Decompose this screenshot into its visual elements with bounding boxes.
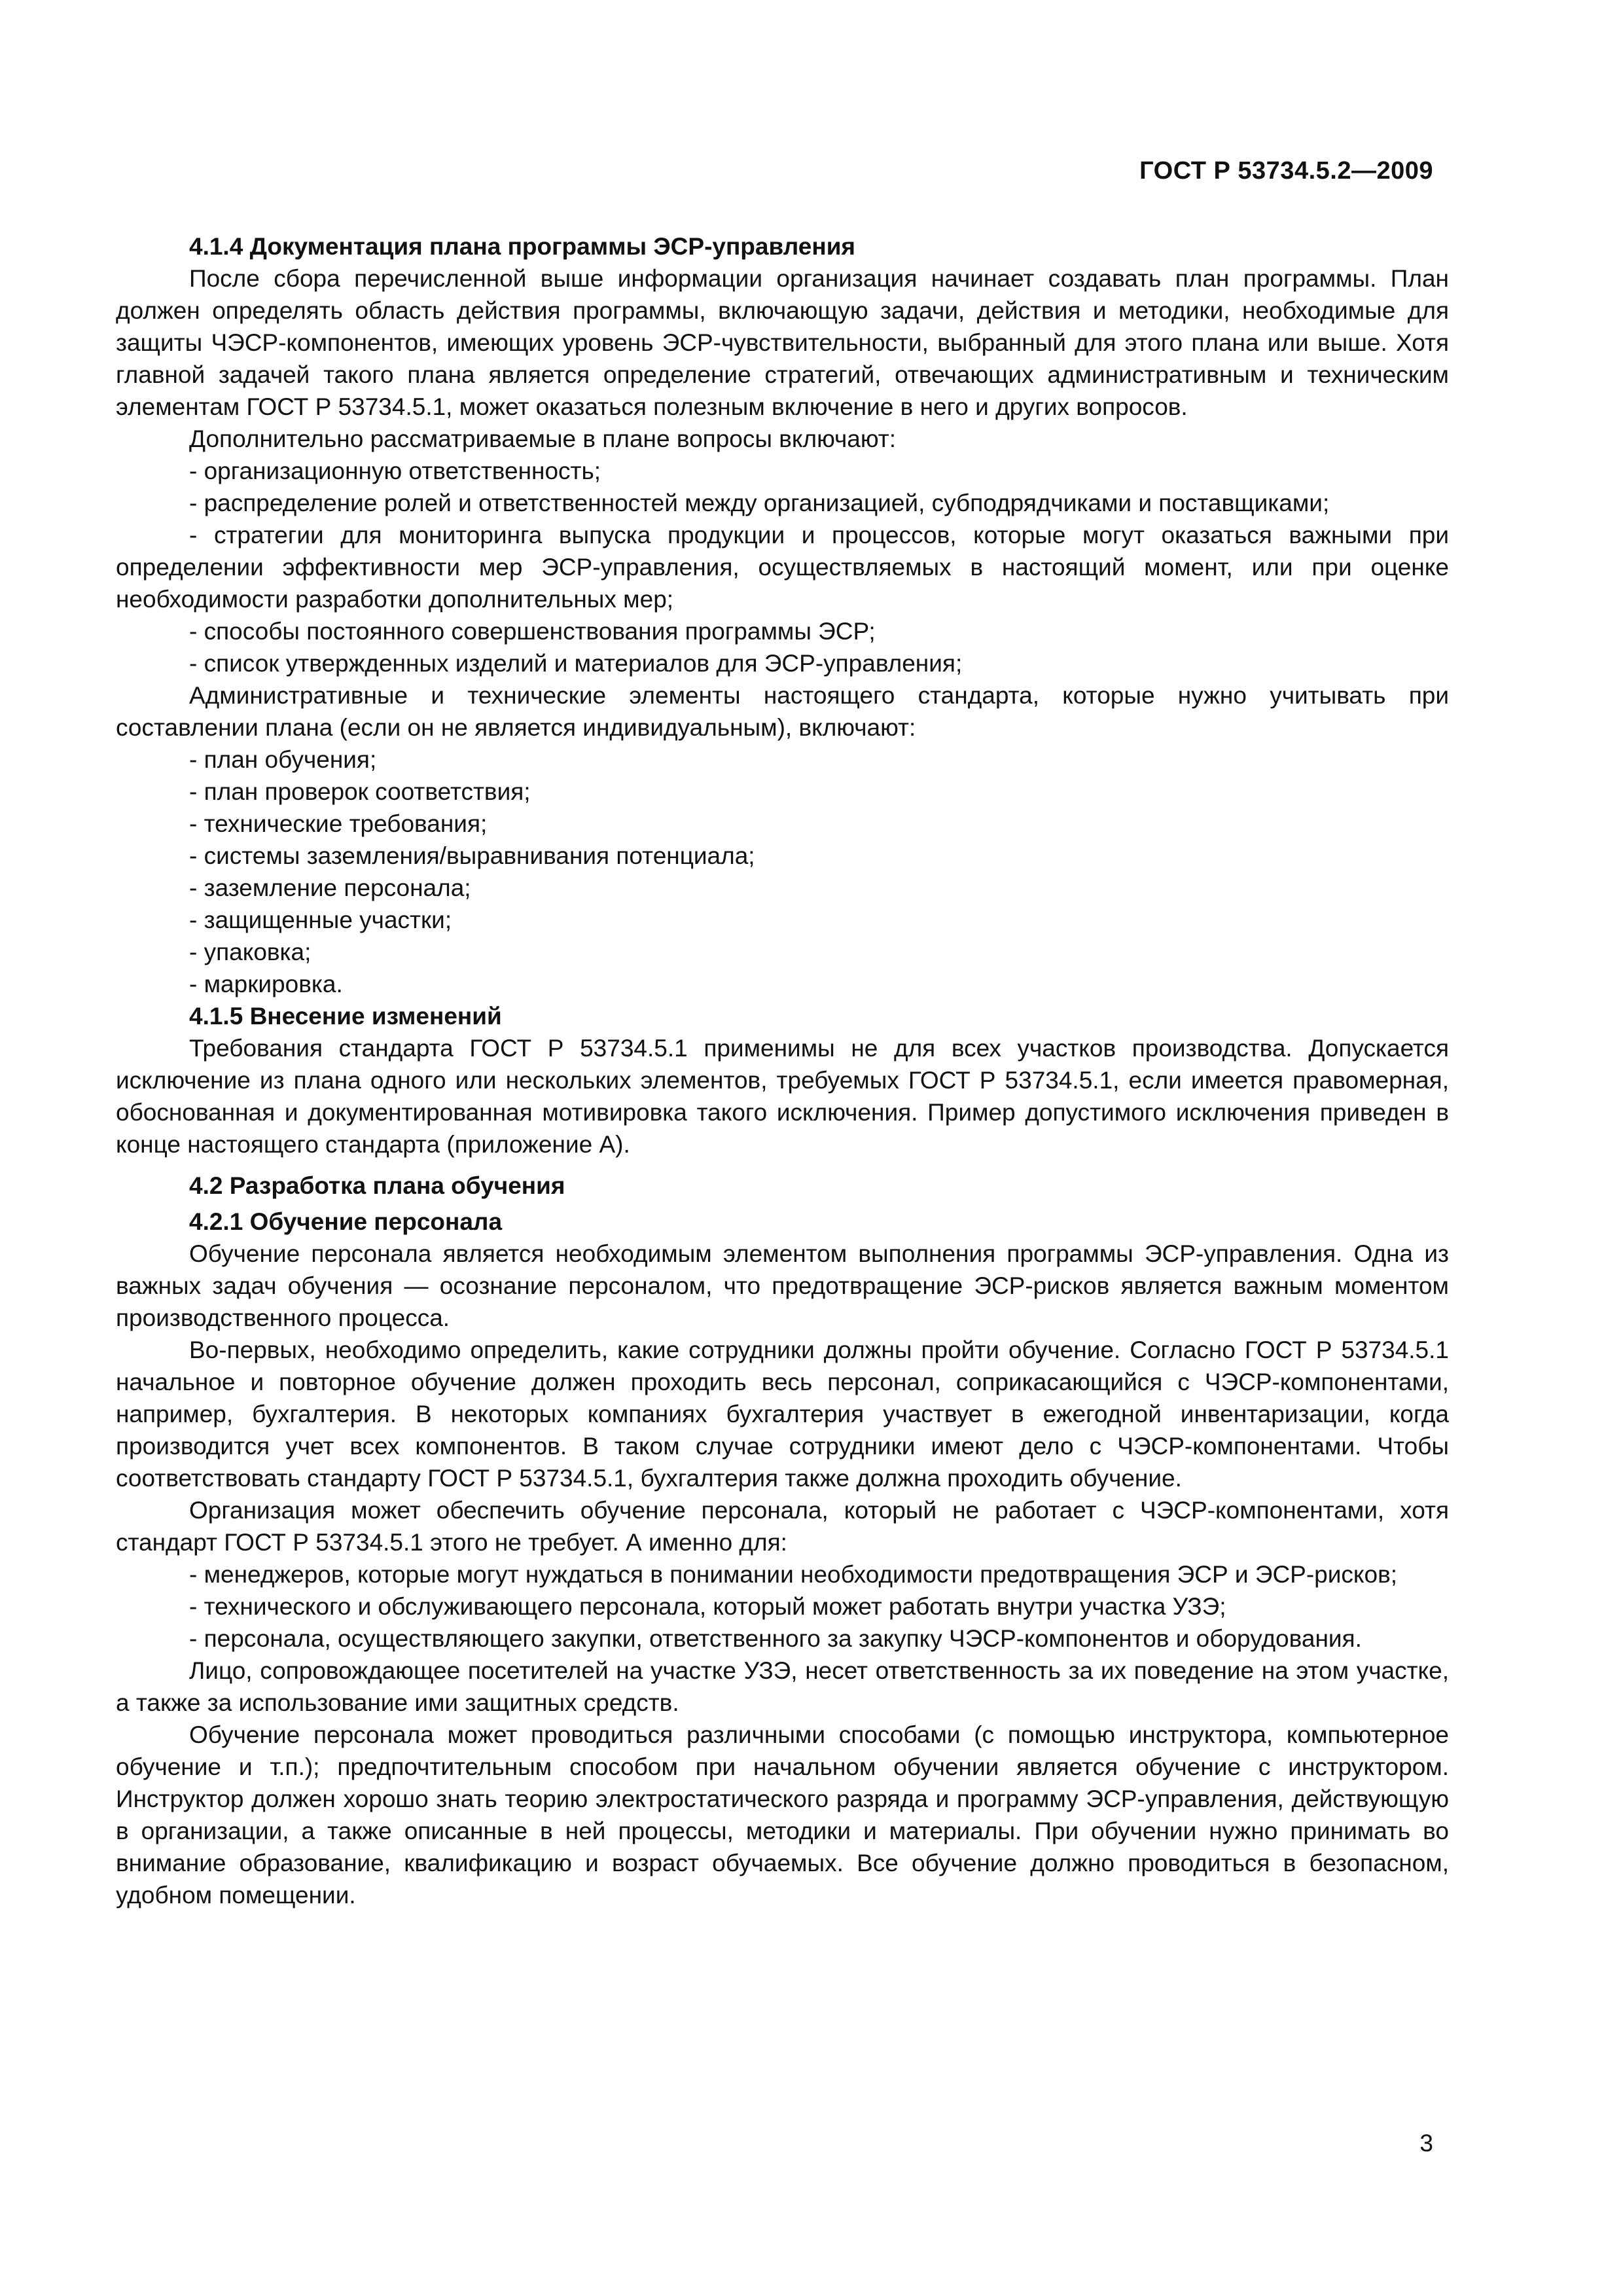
list-item: - технические требования;	[189, 810, 488, 837]
paragraph: Требования стандарта ГОСТ Р 53734.5.1 применимы не для всех участков производства. Допускается исключение из плана одного или нескольких элементов, требуемых ГОСТ Р 53734.5.1, если имеется правомерная, обоснованная и документированная мотивировка такого исключения. Пример допустимого исключения приведен в конце настоящего стандарта (приложение А).	[116, 1035, 1449, 1158]
list-item: - распределение ролей и ответственностей между организацией, субподрядчиками и поставщиками;	[189, 490, 1330, 516]
paragraph: Обучение персонала является необходимым элементом выполнения программы ЭСР-управления. Одна из важных задач обучения — осознание персоналом, что предотвращение ЭСР-рисков является важным моментом производственного процесса.	[116, 1240, 1449, 1331]
paragraph: Во-первых, необходимо определить, какие сотрудники должны пройти обучение. Согласно ГОСТ Р 53734.5.1 начальное и повторное обучение должен проходить весь персонал, соприкасающийся с ЧЭСР-компонентами, например, бухгалтерия. В некоторых компаниях бухгалтерия участвует в ежегодной инвентаризации, когда производится учет всех компонентов. В таком случае сотрудники имеют дело с ЧЭСР-компонентами. Чтобы соответствовать стандарту ГОСТ Р 53734.5.1, бухгалтерия также должна проходить обучение.	[116, 1336, 1449, 1492]
paragraph: После сбора перечисленной выше информации организация начинает создавать план программы. План должен определять область действия программы, включающую задачи, действия и методики, необходимые для защиты ЧЭСР-компонентов, имеющих уровень ЭСР-чувствительности, выбранный для этого плана или выше. Хотя главной задачей такого плана является определение стратегий, отвечающих административным и техническим элементам ГОСТ Р 53734.5.1, может оказаться полезным включение в него и других вопросов.	[116, 265, 1449, 420]
paragraph: Дополнительно рассматриваемые в плане вопросы включают:	[189, 425, 897, 452]
list-considerations	[116, 455, 1449, 679]
paragraph: Лицо, сопровождающее посетителей на участке УЗЭ, несет ответственность за их поведение на этом участке, а также за использование ими защитных средств.	[116, 1657, 1449, 1716]
list-item: - технического и обслуживающего персонала, который может работать внутри участка УЗЭ;	[189, 1593, 1226, 1620]
list-item: - защищенные участки;	[189, 906, 452, 933]
list-item: - маркировка.	[189, 971, 343, 997]
list-item: - заземление персонала;	[189, 874, 471, 901]
paragraph: Обучение персонала может проводиться различными способами (с помощью инструктора, компьютерное обучение и т.п.); предпочтительным способом при начальном обучении является обучение с инструктором. Инструктор должен хорошо знать теорию электростатического разряда и программу ЭСР-управления, действующую в организации, а также описанные в ней процессы, методики и материалы. При обучении нужно принимать во внимание образование, квалификацию и возраст обучаемых. Все обучение должно проводиться в безопасном, удобном помещении.	[116, 1721, 1449, 1909]
list-personnel	[116, 1558, 1449, 1655]
heading-4-1-5: 4.1.5 Внесение изменений	[189, 1003, 502, 1030]
list-item: - план проверок соответствия;	[189, 778, 531, 805]
heading-4-2-1: 4.2.1 Обучение персонала	[189, 1208, 503, 1235]
standard-header: ГОСТ Р 53734.5.2—2009	[1139, 157, 1433, 185]
list-item: - стратегии для мониторинга выпуска продукции и процессов, которые могут оказаться важными при определении эффективности мер ЭСР-управления, осуществляемых в настоящий момент, или при оценке необходимости разработки дополнительных мер;	[116, 522, 1449, 613]
paragraph: Организация может обеспечить обучение персонала, который не работает с ЧЭСР-компонентами, хотя стандарт ГОСТ Р 53734.5.1 этого не требует. А именно для:	[116, 1497, 1449, 1556]
paragraph: Административные и технические элементы настоящего стандарта, которые нужно учитывать при составлении плана (если он не является индивидуальным), включают:	[116, 682, 1449, 741]
list-item: - план обучения;	[189, 746, 377, 773]
list-item: - способы постоянного совершенствования программы ЭСР;	[189, 618, 876, 645]
document-body	[116, 230, 1449, 1911]
list-item: - персонала, осуществляющего закупки, ответственного за закупку ЧЭСР-компонентов и оборудования.	[189, 1625, 1362, 1652]
page-number: 3	[1419, 2130, 1433, 2157]
list-item: - список утвержденных изделий и материалов для ЭСР-управления;	[189, 650, 963, 677]
list-item: - менеджеров, которые могут нуждаться в понимании необходимости предотвращения ЭСР и ЭСР-рисков;	[189, 1561, 1398, 1588]
heading-4-1-4: 4.1.4 Документация плана программы ЭСР-управления	[189, 233, 856, 260]
list-item: - упаковка;	[189, 939, 312, 965]
list-item: - системы заземления/выравнивания потенциала;	[189, 842, 755, 869]
heading-4-2: 4.2 Разработка плана обучения	[189, 1172, 565, 1199]
list-item: - организационную ответственность;	[189, 457, 601, 484]
list-elements	[116, 744, 1449, 1000]
